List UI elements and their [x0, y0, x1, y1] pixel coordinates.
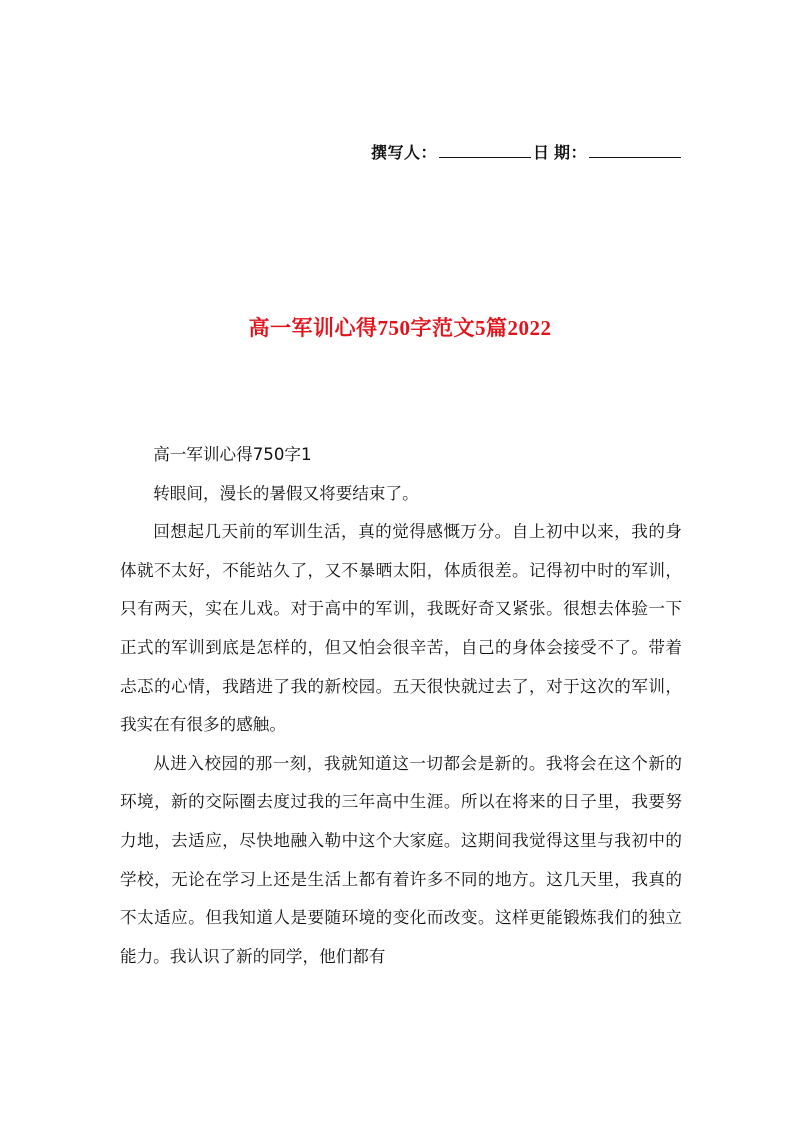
paragraph: 转眼间，漫长的暑假又将要结束了。 — [153, 483, 419, 503]
author-label: 撰写人： — [370, 145, 437, 162]
byline — [0, 140, 683, 163]
section-subtitle: 高一军训心得750字1 — [153, 445, 312, 464]
date-blank-line — [589, 145, 681, 158]
paragraph: 回想起几天前的军训生活，真的觉得感慨万分。自上初中以来，我的身体就不太好，不能站久了，又不暴晒太阳，体质很差。记得初中时的军训，只有两天，实在儿戏。对于高中的军训，我既好奇又紧张。很想去体验一下正式的军训到底是怎样的，但又怕会很辛苦，自己的身体会接受不了。带着忐忑的心情，我踏进了我的新校园。五天很快就过去了，对于这次的军训，我实在有很多的感触。 — [120, 522, 682, 735]
document-body — [120, 436, 682, 976]
date-label: 日 期： — [532, 145, 587, 162]
document-title: 高一军训心得750字范文5篇2022 — [248, 316, 552, 340]
paragraph: 从进入校园的那一刻，我就知道这一切都会是新的。我将会在这个新的环境，新的交际圈去度过我的三年高中生涯。所以在将来的日子里，我要努力地，去适应，尽快地融入勒中这个大家庭。这期间我觉得这里与我初中的学校，无论在学习上还是生活上都有着许多不同的地方。这几天里，我真的不太适应。但我知道人是要随环境的变化而改变。这样更能锻炼我们的独立能力。我认识了新的同学，他们都有 — [120, 753, 682, 966]
author-blank-line — [439, 145, 531, 158]
